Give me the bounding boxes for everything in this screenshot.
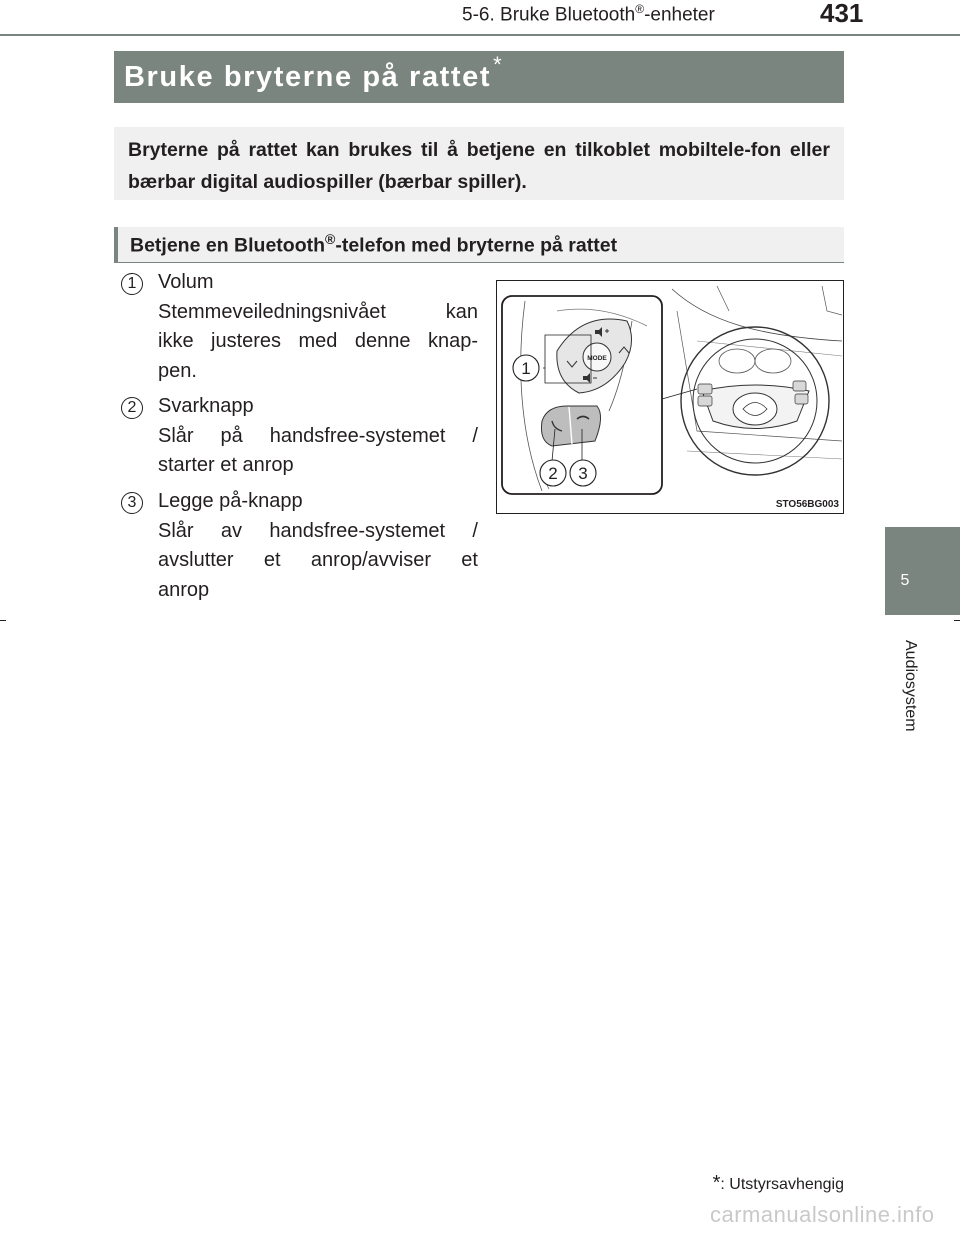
item-title: Svarknapp: [158, 395, 254, 417]
item-body: [158, 392, 478, 481]
section-header: [462, 2, 715, 26]
section-title-bar: [114, 51, 844, 103]
item-title: Volum: [158, 271, 214, 293]
subheading: [130, 231, 617, 258]
item-description-line: Stemmeveiledningsnivået kan: [158, 300, 478, 323]
steering-wheel-figure: [496, 280, 844, 514]
page-title: Bruke bryterne på rattet: [124, 60, 492, 93]
subheading-text: Betjene en Bluetooth: [130, 234, 326, 257]
section-title-suffix: -enheter: [644, 4, 715, 26]
item-description-line: starter et anrop: [158, 454, 294, 476]
subheading-text-suffix: -telefon med bryterne på rattet: [335, 234, 618, 257]
chapter-number: 5: [900, 572, 910, 589]
footnote: [700, 1172, 844, 1195]
watermark: carmanualsonline.info: [710, 1202, 935, 1227]
item-description-line: Slår av handsfree-systemet /: [158, 519, 478, 542]
page-number: 431: [820, 0, 864, 28]
crop-mark-right: [954, 620, 960, 621]
item-number-badge: 3: [121, 492, 143, 514]
item-body: [158, 268, 478, 386]
equipment-marker: *: [493, 52, 502, 77]
registered-mark: ®: [635, 2, 645, 16]
footnote-marker: *: [712, 1172, 721, 1194]
header-rule: [0, 34, 960, 36]
item-body: [158, 487, 478, 605]
chapter-name: Audiosystem: [902, 640, 919, 732]
item-description-line: avslutter et anrop/avviser et: [158, 549, 478, 571]
callout-3: 3: [578, 464, 588, 483]
item-description-line: pen.: [158, 359, 197, 382]
intro-text: Bryterne på rattet kan brukes til å betjene en tilkoblet mobiltele-fon eller bærbar digital audiospiller (bærbar spiller).: [128, 139, 830, 193]
item-number-badge: 2: [121, 397, 143, 419]
item-description-line: anrop: [158, 578, 210, 601]
section-title: 5-6. Bruke Bluetooth: [462, 4, 636, 26]
item-title: Legge på-knapp: [158, 490, 303, 512]
crop-mark-left: [0, 620, 6, 621]
chapter-tab: [885, 527, 960, 615]
callout-2: 2: [548, 464, 558, 483]
subheading-bar: [114, 227, 844, 263]
item-description-line: Slår på handsfree-systemet /: [158, 424, 478, 447]
item-number-badge: 1: [121, 273, 143, 295]
intro-box: [114, 127, 844, 200]
callout-1: 1: [521, 359, 531, 378]
figure-code: STO56BG003: [775, 499, 839, 510]
item-description-line: ikke justeres med denne knap-: [158, 330, 478, 352]
footnote-text: : Utstyrsavhengig: [720, 1176, 844, 1193]
steering-wheel-illustration: [497, 281, 842, 512]
registered-mark: ®: [325, 231, 336, 248]
mode-button-label: MODE: [587, 355, 607, 362]
